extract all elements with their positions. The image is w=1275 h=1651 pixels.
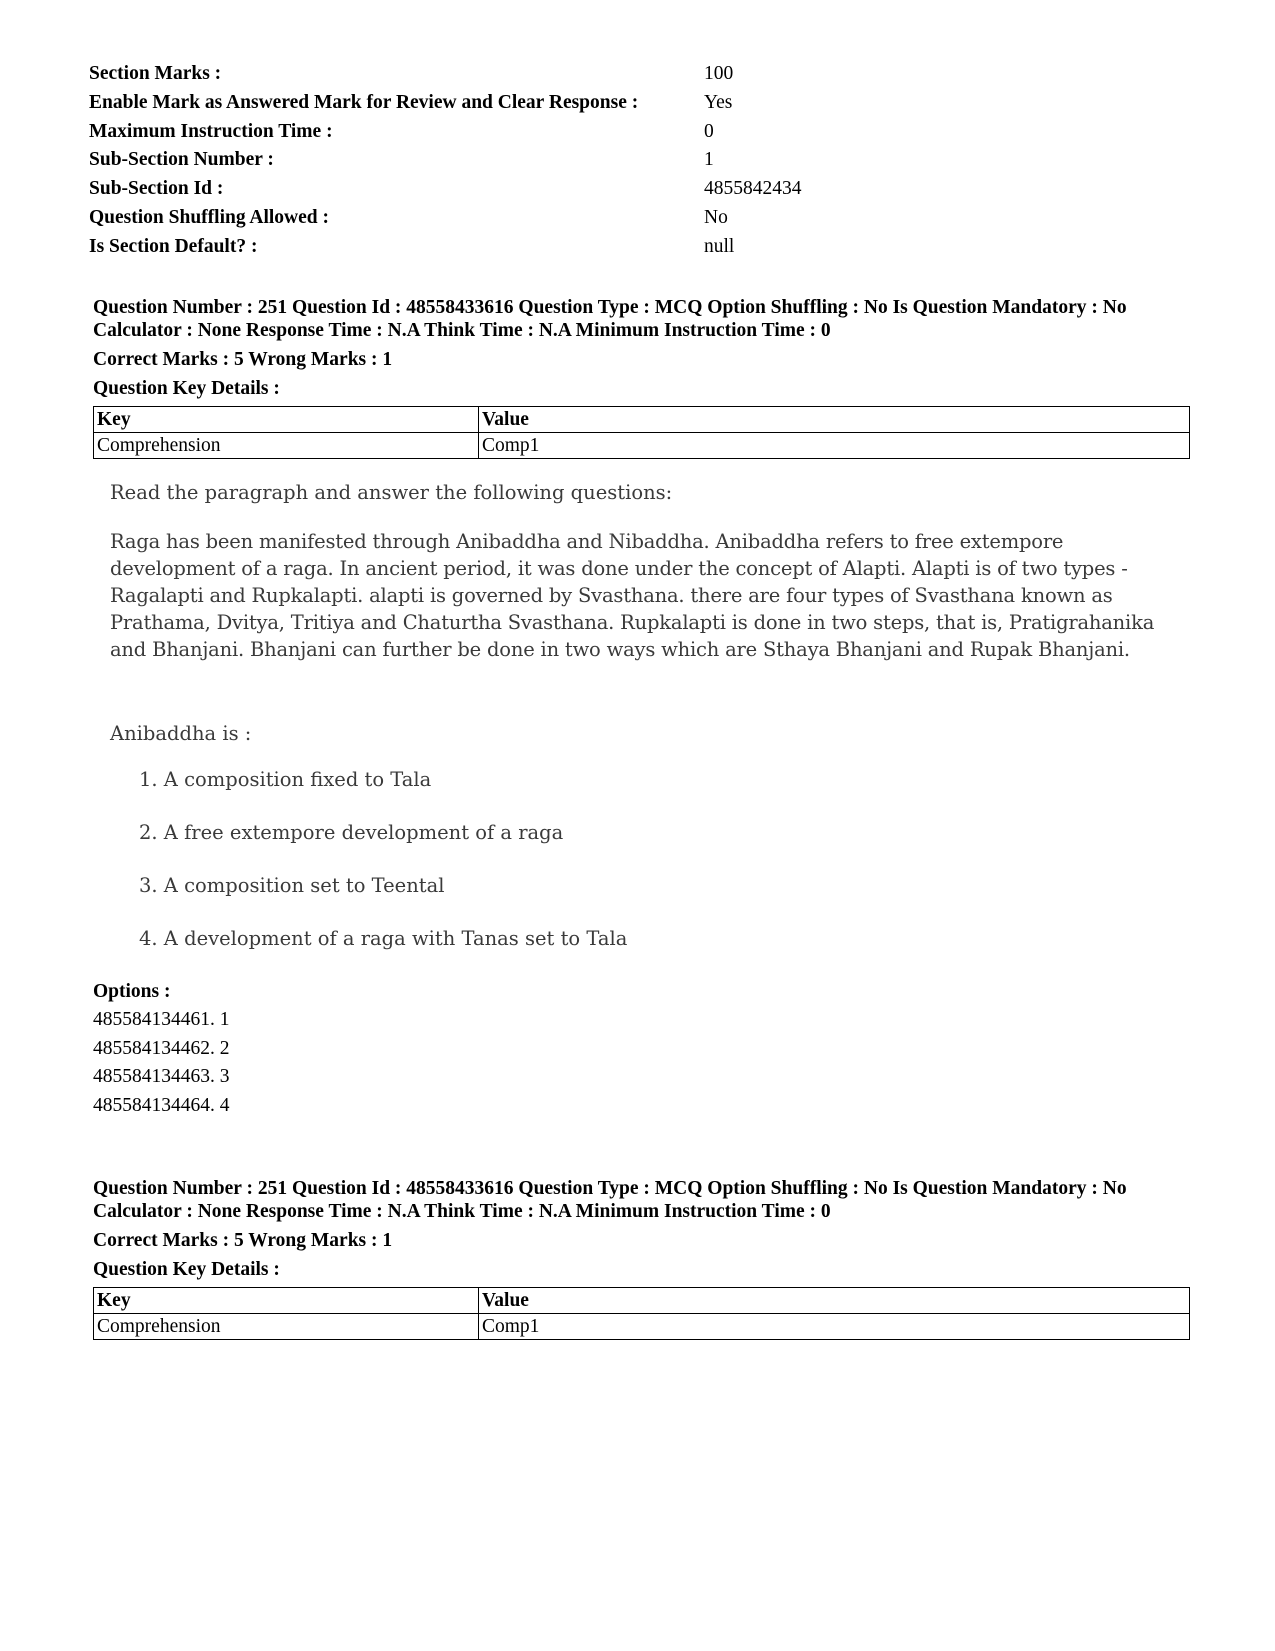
- info-label: Sub-Section Id :: [89, 178, 224, 200]
- table-header-value: Value: [479, 1288, 1190, 1314]
- table-header-key: Key: [94, 407, 479, 433]
- info-value: Yes: [704, 91, 733, 113]
- section-marks-row: [89, 60, 849, 89]
- info-value: 100: [704, 63, 734, 84]
- key-details-table: [93, 406, 1190, 459]
- sub-section-number-row: [89, 146, 849, 175]
- table-header-value: Value: [479, 407, 1190, 433]
- table-cell-key: Comprehension: [94, 1314, 479, 1340]
- answer-choices: [139, 767, 1170, 952]
- question-marks: Correct Marks : 5 Wrong Marks : 1: [93, 1230, 393, 1251]
- table-row: [94, 433, 1190, 459]
- comprehension-paragraph: Raga has been manifested through Anibaddha and Nibaddha. Anibaddha refers to free extempore development of a raga. In ancient period, it was done under the concept of Alapti. Alapti is of two types - Ragalapti and Rupkalapti. alapti is governed by Svasthana. there are four types of Svasthana known as Prathama, Dvitya, Tritiya and Chaturtha Svasthana. Rupkalapti is done in two steps, that is, Pratigrahanika and Bhanjani. Bhanjani can further be done in two ways which are Sthaya Bhanjani and Rupak Bhanjani.: [110, 530, 1155, 661]
- info-label: Is Section Default? :: [89, 235, 258, 257]
- info-value: null: [704, 235, 735, 257]
- info-value: No: [704, 206, 728, 228]
- key-details-table: [93, 1287, 1190, 1340]
- info-value: 0: [704, 120, 714, 142]
- question-header-1: [93, 296, 1190, 459]
- enable-mark-row: [89, 89, 849, 118]
- info-label: Sub-Section Number :: [89, 149, 274, 171]
- info-label: Section Marks :: [89, 63, 222, 84]
- question-header-2: [93, 1177, 1190, 1340]
- options-list: [93, 978, 230, 1120]
- sub-section-id-row: [89, 175, 849, 204]
- table-header-row: [94, 1288, 1190, 1314]
- key-details-title: Question Key Details :: [93, 378, 280, 399]
- question-marks: Correct Marks : 5 Wrong Marks : 1: [93, 349, 393, 370]
- answer-choice: 1. A composition fixed to Tala: [139, 768, 432, 791]
- option-item: 485584134463. 3: [93, 1066, 230, 1088]
- option-item: 485584134462. 2: [93, 1037, 230, 1059]
- question-instruction: Read the paragraph and answer the following questions:: [110, 481, 673, 504]
- question-stem: Anibaddha is :: [110, 722, 252, 745]
- question-meta: Question Number : 251 Question Id : 48558433616 Question Type : MCQ Option Shuffling : No Is Question Mandatory : No Calculator : None Response Time : N.A Think Time : N.A Minimum Instruction Time : 0: [93, 1178, 1127, 1222]
- table-header-row: [94, 407, 1190, 433]
- section-info: [89, 60, 849, 262]
- info-label: Question Shuffling Allowed :: [89, 206, 330, 228]
- answer-choice: 4. A development of a raga with Tanas set to Tala: [139, 927, 628, 950]
- table-row: [94, 1314, 1190, 1340]
- table-header-key: Key: [94, 1288, 479, 1314]
- info-label: Enable Mark as Answered Mark for Review and Clear Response :: [89, 91, 639, 113]
- table-cell-key: Comprehension: [94, 433, 479, 459]
- info-label: Maximum Instruction Time :: [89, 120, 333, 142]
- option-item: 485584134461. 1: [93, 1009, 230, 1030]
- question-content: [110, 480, 1170, 979]
- question-meta: Question Number : 251 Question Id : 48558433616 Question Type : MCQ Option Shuffling : No Is Question Mandatory : No Calculator : None Response Time : N.A Think Time : N.A Minimum Instruction Time : 0: [93, 297, 1127, 341]
- info-value: 1: [704, 149, 714, 171]
- key-details-title: Question Key Details :: [93, 1259, 280, 1280]
- info-value: 4855842434: [704, 178, 802, 200]
- option-item: 485584134464. 4: [93, 1094, 230, 1116]
- answer-choice: 2. A free extempore development of a raga: [139, 821, 564, 844]
- table-cell-value: Comp1: [479, 1314, 1190, 1340]
- section-default-row: [89, 233, 849, 262]
- options-title: Options :: [93, 981, 171, 1002]
- question-shuffling-row: [89, 204, 849, 233]
- max-instruction-time-row: [89, 118, 849, 147]
- answer-choice: 3. A composition set to Teental: [139, 874, 445, 897]
- table-cell-value: Comp1: [479, 433, 1190, 459]
